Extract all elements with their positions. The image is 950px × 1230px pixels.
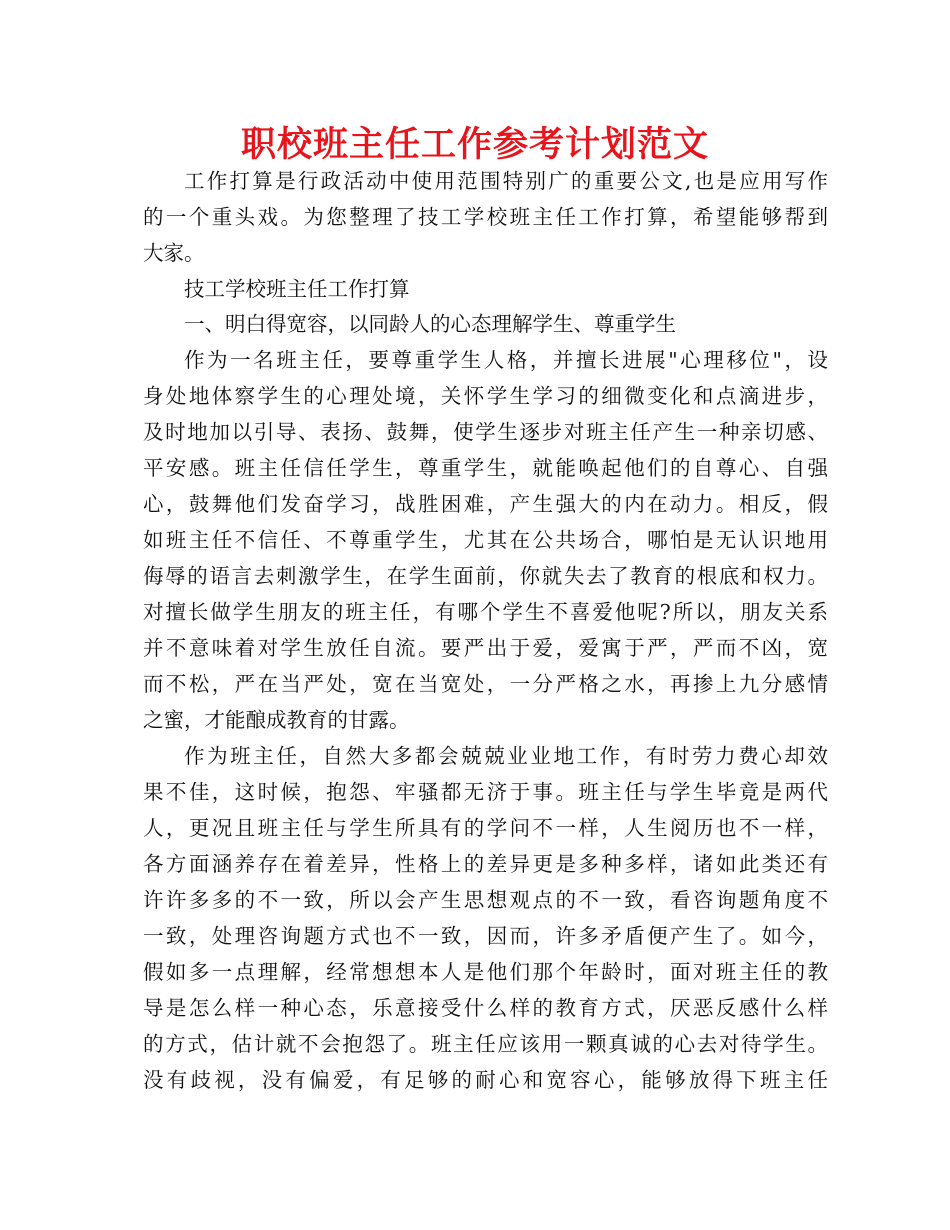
paragraph-line: 对擅长做学生朋友的班主任，有哪个学生不喜爱他呢?所以，朋友关系	[143, 600, 828, 624]
paragraph-line: 身处地体察学生的心理处境，关怀学生学习的细微变化和点滴进步，	[143, 384, 828, 408]
section-heading: 技工学校班主任工作打算	[184, 277, 410, 301]
paragraph-line: 而不松，严在当严处，宽在当宽处，一分严格之水，再掺上九分感情	[143, 672, 828, 696]
paragraph-line: 人，更况且班主任与学生所具有的学问不一样，人生阅历也不一样，	[143, 816, 828, 840]
paragraph-line: 各方面涵养存在着差异，性格上的差异更是多种多样，诸如此类还有	[143, 852, 828, 876]
paragraph-line: 没有歧视，没有偏爱，有足够的耐心和宽容心，能够放得下班主任	[143, 1068, 828, 1092]
section-heading: 一、明白得宽容，以同龄人的心态理解学生、尊重学生	[184, 312, 676, 336]
paragraph-line: 假如多一点理解，经常想想本人是他们那个年龄时，面对班主任的教	[143, 960, 828, 984]
paragraph-line: 平安感。班主任信任学生，尊重学生，就能唤起他们的自尊心、自强	[143, 456, 828, 480]
paragraph-line: 作为班主任，自然大多都会兢兢业业地工作，有时劳力费心却效	[184, 744, 828, 768]
paragraph-line: 工作打算是行政活动中使用范围特别广的重要公文,也是应用写作	[184, 169, 828, 193]
paragraph-line: 并不意味着对学生放任自流。要严出于爱，爱寓于严，严而不凶，宽	[143, 636, 828, 660]
paragraph-line: 的方式，估计就不会抱怨了。班主任应该用一颗真诚的心去对待学生。	[143, 1032, 828, 1056]
paragraph-line: 大家。	[143, 241, 205, 265]
paragraph-line: 一致，处理咨询题方式也不一致，因而，许多矛盾便产生了。如今，	[143, 924, 828, 948]
paragraph-line: 心，鼓舞他们发奋学习，战胜困难，产生强大的内在动力。相反，假	[143, 492, 828, 516]
paragraph-line: 的一个重头戏。为您整理了技工学校班主任工作打算，希望能够帮到	[143, 205, 828, 229]
paragraph-line: 侮辱的语言去刺激学生，在学生面前，你就失去了教育的根底和权力。	[143, 564, 828, 588]
paragraph-line: 作为一名班主任，要尊重学生人格，并擅长进展"心理移位"，设	[184, 348, 828, 372]
paragraph-line: 及时地加以引导、表扬、鼓舞，使学生逐步对班主任产生一种亲切感、	[143, 420, 828, 444]
paragraph-line: 果不佳，这时候，抱怨、牢骚都无济于事。班主任与学生毕竟是两代	[143, 780, 828, 804]
paragraph-line: 导是怎么样一种心态，乐意接受什么样的教育方式，厌恶反感什么样	[143, 996, 828, 1020]
document-title: 职校班主任工作参考计划范文	[240, 125, 709, 165]
paragraph-line: 许许多多的不一致，所以会产生思想观点的不一致，看咨询题角度不	[143, 888, 828, 912]
paragraph-line: 如班主任不信任、不尊重学生，尤其在公共场合，哪怕是无认识地用	[143, 528, 828, 552]
paragraph-line: 之蜜，才能酿成教育的甘露。	[143, 708, 410, 732]
